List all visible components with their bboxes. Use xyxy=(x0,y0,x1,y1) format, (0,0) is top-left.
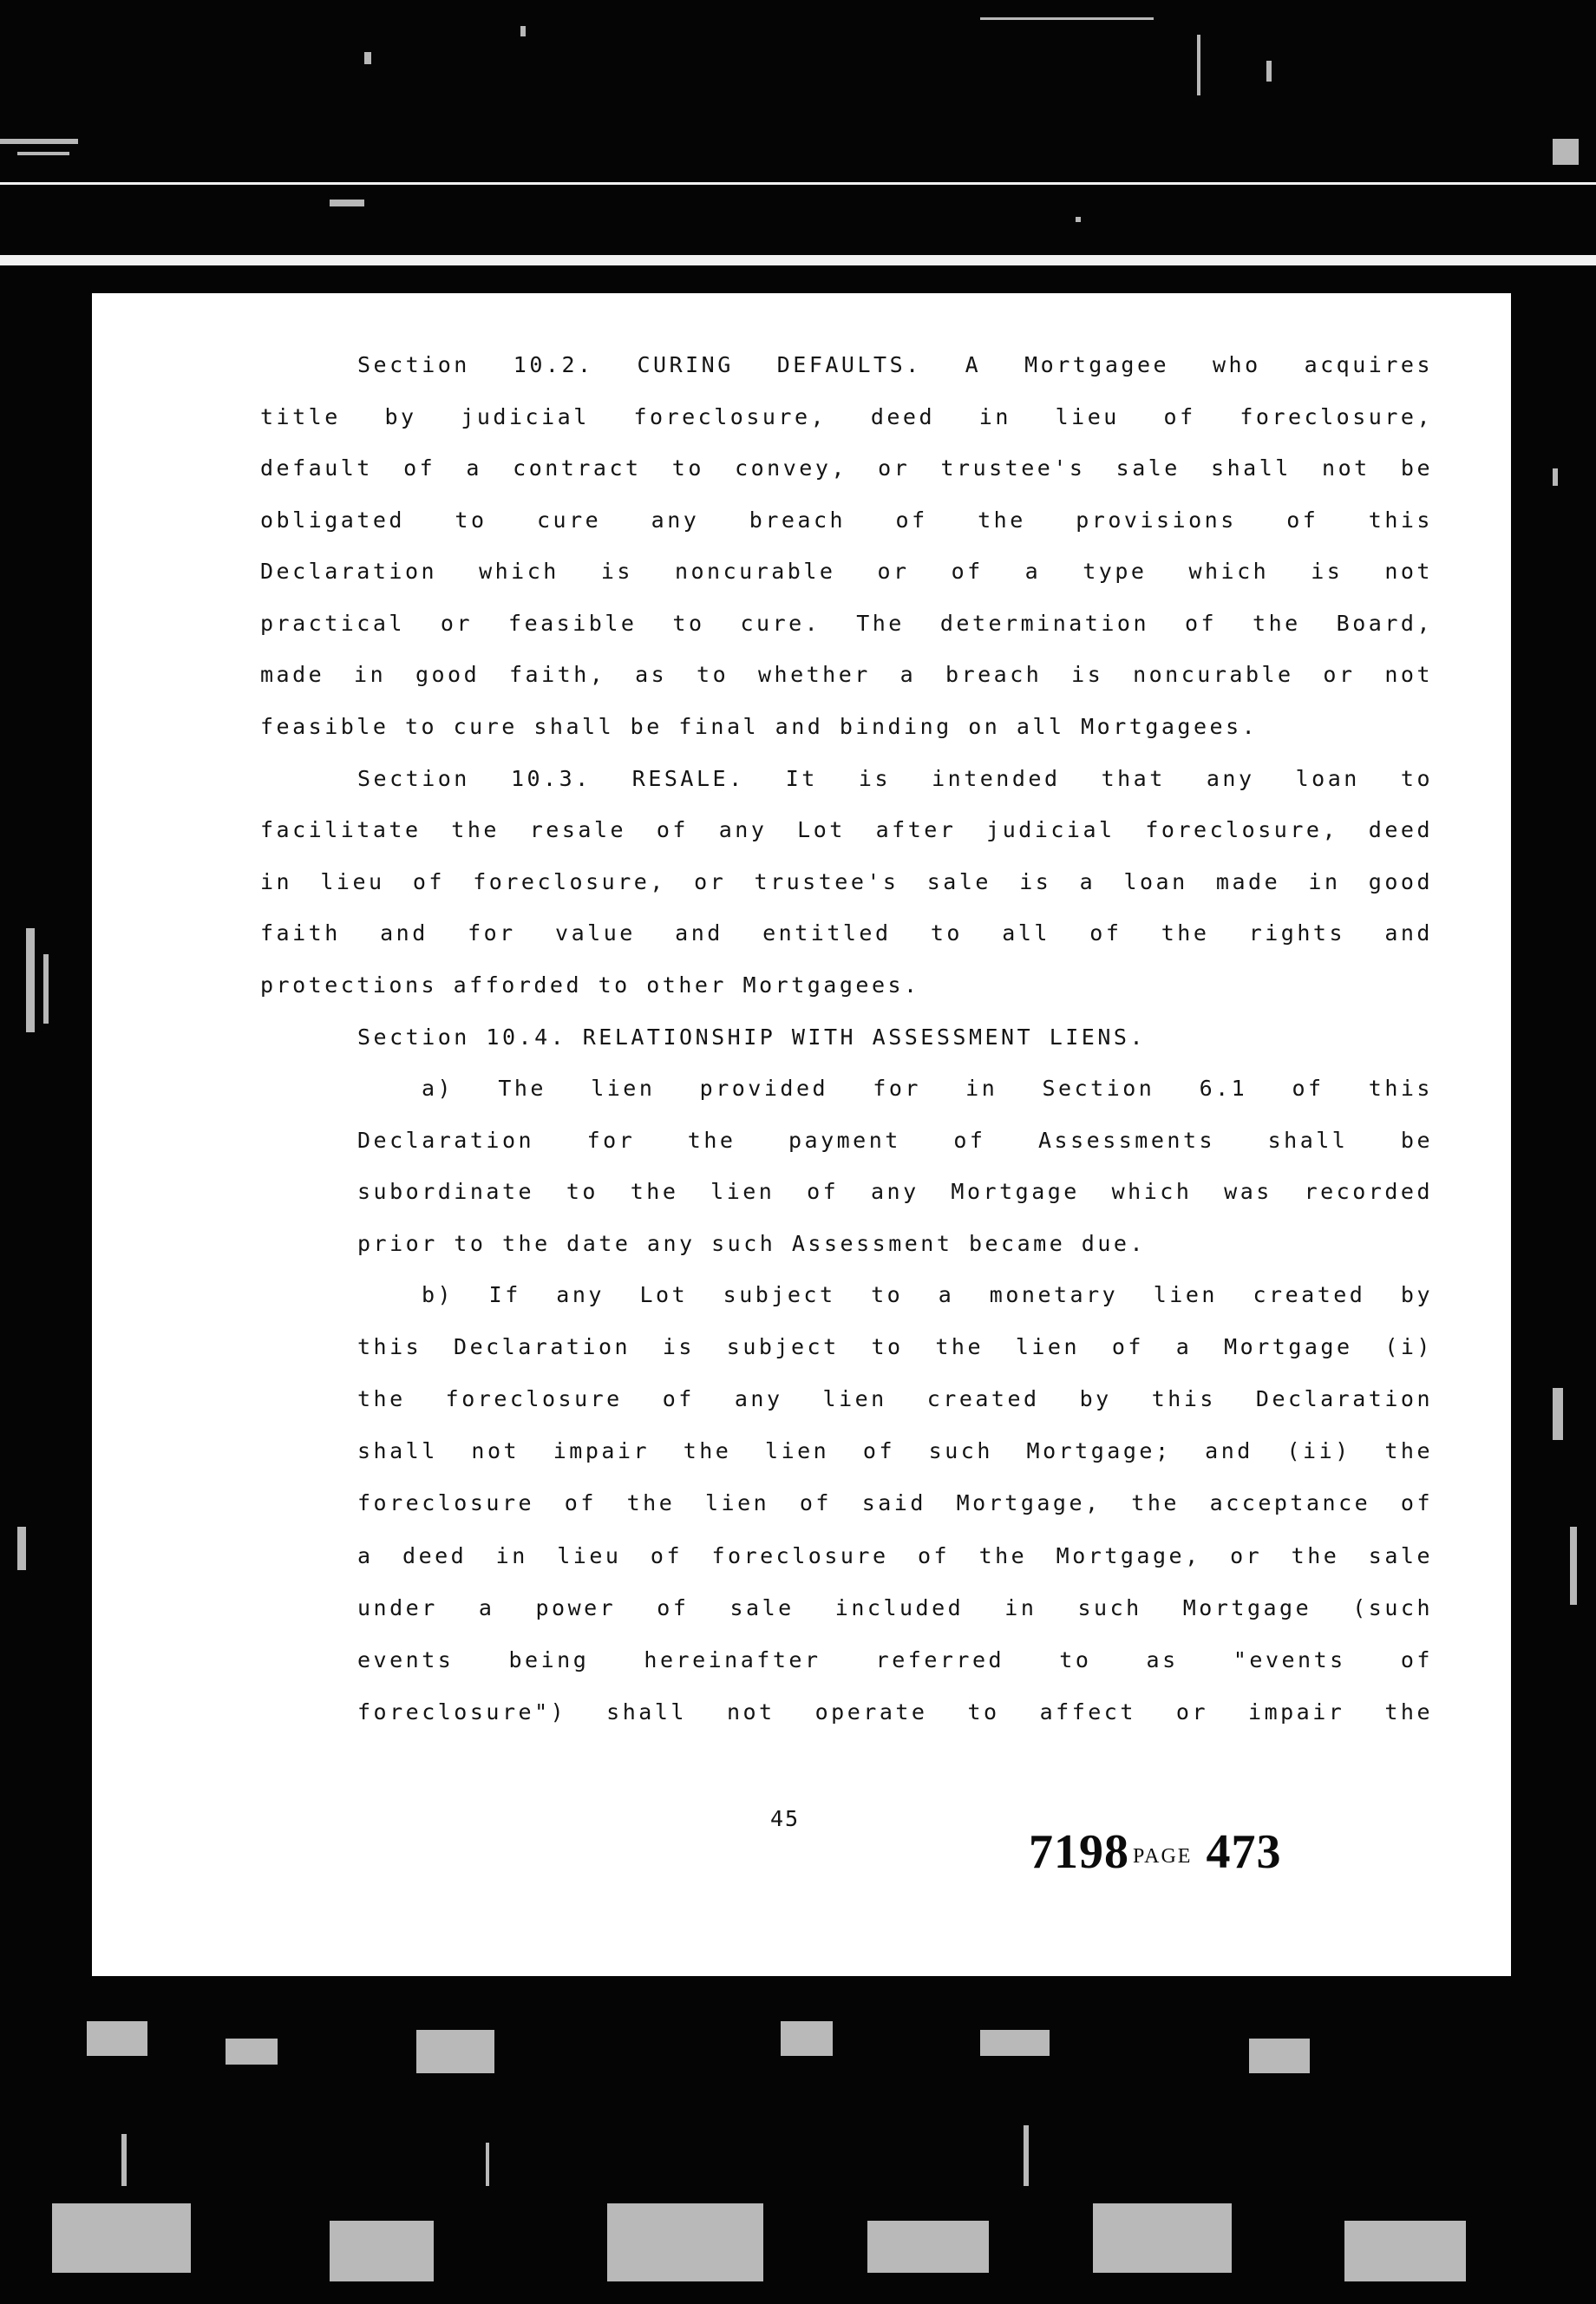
subsection-b-line: the foreclosure of any lien created by this Declaration xyxy=(357,1386,1433,1411)
subsection-b-line: foreclosure") shall not operate to affect or impair the xyxy=(357,1699,1433,1725)
subsection-b-line: shall not impair the lien of such Mortgage; and (ii) the xyxy=(357,1438,1433,1463)
scan-edge-line xyxy=(0,182,1596,185)
text-line: protections afforded to other Mortgagees. xyxy=(260,972,920,998)
text-line: default of a contract to convey, or trustee's sale shall not be xyxy=(260,455,1433,481)
section-10-3-heading: Section 10.3. RESALE. It is intended that any loan to xyxy=(357,766,1433,791)
stamp-page-number: 473 xyxy=(1206,1825,1282,1879)
stamp-page-label: PAGE xyxy=(1133,1844,1193,1868)
subsection-a-line: a) The lien provided for in Section 6.1 of this xyxy=(422,1076,1433,1101)
text-line: feasible to cure shall be final and binding on all Mortgagees. xyxy=(260,714,1259,739)
scan-edge-line xyxy=(0,255,1596,265)
subsection-a-line: prior to the date any such Assessment became due. xyxy=(357,1231,1147,1256)
text-line: faith and for value and entitled to all of the rights and xyxy=(260,920,1433,946)
stamp-book-number: 7198 xyxy=(1029,1825,1129,1879)
page-number: 45 xyxy=(770,1806,801,1831)
subsection-b-line: under a power of sale included in such Mortgage (such xyxy=(357,1595,1433,1620)
subsection-a-line: subordinate to the lien of any Mortgage which was recorded xyxy=(357,1179,1433,1204)
subsection-b-line: a deed in lieu of foreclosure of the Mortgage, or the sale xyxy=(357,1543,1433,1568)
text-line: obligated to cure any breach of the provisions of this xyxy=(260,507,1433,533)
subsection-b-line: this Declaration is subject to the lien of a Mortgage (i) xyxy=(357,1334,1433,1359)
text-line: facilitate the resale of any Lot after judicial foreclosure, deed xyxy=(260,817,1433,842)
subsection-a-line: Declaration for the payment of Assessments shall be xyxy=(357,1128,1433,1153)
text-line: Declaration which is noncurable or of a type which is not xyxy=(260,559,1433,584)
recording-stamp xyxy=(1029,1824,1281,1880)
text-line: made in good faith, as to whether a breach is noncurable or not xyxy=(260,662,1433,687)
text-line: practical or feasible to cure. The determination of the Board, xyxy=(260,611,1433,636)
subsection-b-line: foreclosure of the lien of said Mortgage, the acceptance of xyxy=(357,1490,1433,1515)
section-10-2-heading xyxy=(357,352,1433,382)
text-line: title by judicial foreclosure, deed in lieu of foreclosure, xyxy=(260,404,1433,429)
subsection-b-line: events being hereinafter referred to as "events of xyxy=(357,1647,1433,1672)
subsection-b-line: b) If any Lot subject to a monetary lien created by xyxy=(422,1282,1433,1307)
document-page xyxy=(92,293,1511,1976)
section-10-4-heading: Section 10.4. RELATIONSHIP WITH ASSESSMENT LIENS. xyxy=(357,1024,1147,1050)
section-10-2-text: Section 10.2. CURING DEFAULTS. A Mortgagee who acquires xyxy=(357,352,1433,377)
text-line: in lieu of foreclosure, or trustee's sale is a loan made in good xyxy=(260,869,1433,894)
